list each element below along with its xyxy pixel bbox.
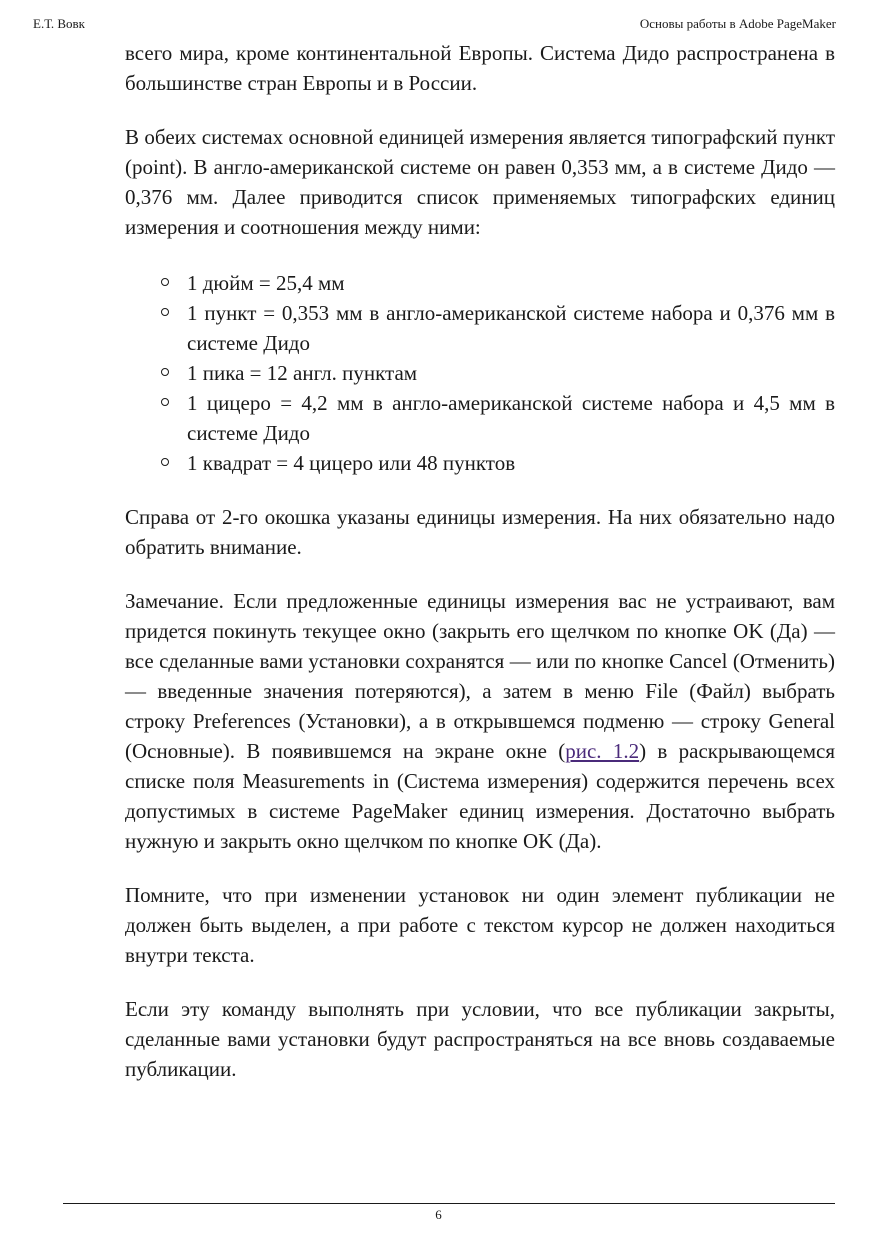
page-number: 6 [435, 1207, 442, 1222]
paragraph-remark [125, 586, 835, 856]
footer-divider [63, 1203, 835, 1204]
list-item: 1 пункт = 0,353 мм в англо-американской системе набора и 0,376 мм в системе Дидо [125, 298, 835, 358]
remark-text-end: ) в раскрывающемся списке поля Measurements in (Система измерения) содержится перечень всех допустимых в системе PageMaker единиц измерения. Достаточно выбрать нужную и закрыть окно щелчком по кнопке OK (Да). [125, 739, 835, 853]
list-item: 1 пика = 12 англ. пунктам [125, 358, 835, 388]
header-author: Е.Т. Вовк [33, 16, 85, 31]
paragraph-point-units: В обеих системах основной единицей измерения является типографский пункт (point). В англо-американской системе он равен 0,353 мм, а в системе Дидо — 0,376 мм. Далее приводится список применяемых типографских единиц измерения и соотношения между ними: [125, 125, 835, 239]
paragraph-remember: Помните, что при изменении установок ни один элемент публикации не должен быть выделен, а при работе с текстом курсор не должен находиться внутри текста. [125, 883, 835, 967]
paragraph-units-note: Справа от 2-го окошка указаны единицы измерения. На них обязательно надо обратить внимание. [125, 505, 835, 559]
paragraph-new-publications: Если эту команду выполнять при условии, что все публикации закрыты, сделанные вами установки будут распространяться на все вновь создаваемые публикации. [125, 997, 835, 1081]
units-list [125, 268, 835, 478]
page-header [33, 16, 836, 34]
list-item: 1 цицеро = 4,2 мм в англо-американской системе набора и 4,5 мм в системе Дидо [125, 388, 835, 448]
page-body [125, 38, 835, 1084]
list-item: 1 дюйм = 25,4 мм [125, 268, 835, 298]
figure-link[interactable]: рис. 1.2 [565, 739, 640, 763]
header-book-title: Основы работы в Adobe PageMaker [639, 16, 836, 31]
paragraph-dido-intro: всего мира, кроме континентальной Европы. Система Дидо распространена в большинстве стран Европы и в России. [125, 41, 835, 95]
remark-text-start: Замечание. Если предложенные единицы измерения вас не устраивают, вам придется покинуть текущее окно (закрыть его щелчком по кнопке OK (Да) — все сделанные вами установки сохранятся — или по кнопке Cancel (Отменить) — введенные значения потеряются), а затем в меню File (Файл) выбрать строку Preferences (Установки), а в открывшемся подменю — строку General (Основные). В появившемся на экране окне ( [125, 589, 835, 763]
list-item: 1 квадрат = 4 цицеро или 48 пунктов [125, 448, 835, 478]
